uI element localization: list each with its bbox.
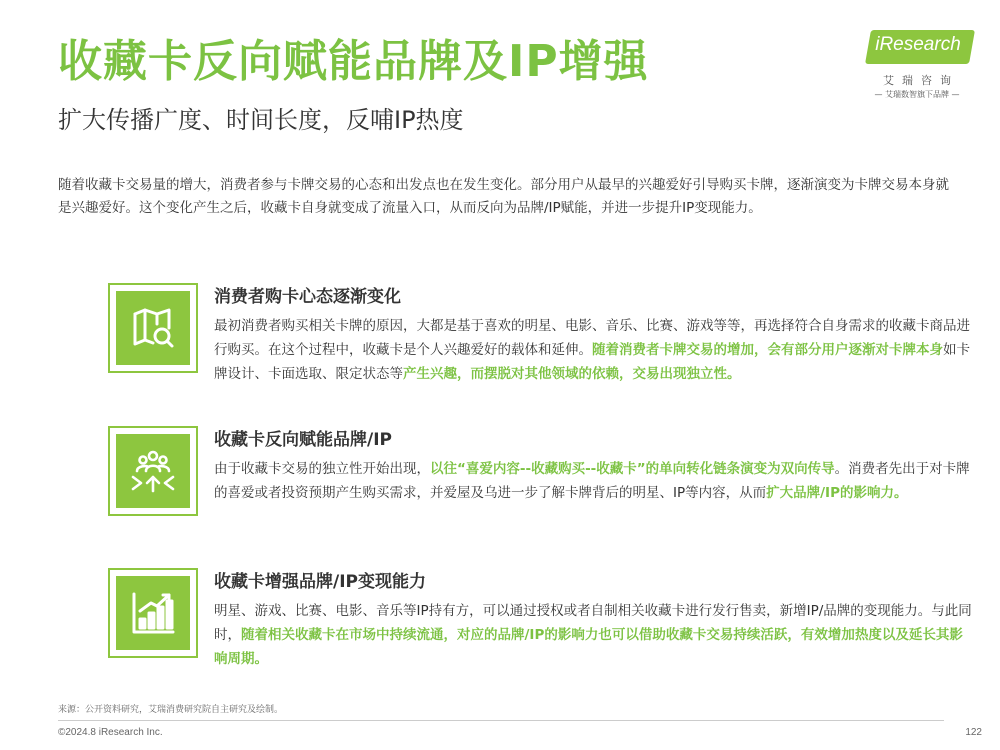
section-text xyxy=(214,599,974,671)
bar-chart-growth-icon xyxy=(116,576,190,650)
page-title: 收藏卡反向赋能品牌及IP增强 xyxy=(58,36,649,87)
text-run: 如卡牌设计、卡面选取、限定状态等 xyxy=(214,342,970,382)
section-icon-frame xyxy=(108,283,198,373)
text-run: 明星、游戏、比赛、电影、音乐等IP持有方，可以通过授权或者自制相关收藏卡进行发行售卖，新增IP/品牌的变现能力。与此同时， xyxy=(214,603,972,643)
logo-slogan: — 艾瑞数智旗下品牌 — xyxy=(874,90,960,99)
highlight-text: 产生兴趣，而摆脱对其他领域的依赖，交易出现独立性。 xyxy=(403,366,741,382)
iresearch-logo xyxy=(858,30,976,106)
text-run: 最初消费者购买相关卡牌的原因，大都是基于喜欢的明星、电影、音乐、比赛、游戏等等，再选择符合自身需求的收藏卡商品进行购买。在这个过程中，收藏卡是个人兴趣爱好的载体和延伸。 xyxy=(214,318,970,358)
section-title: 收藏卡反向赋能品牌/IP xyxy=(214,430,392,450)
text-run: 由于收藏卡交易的独立性开始出现， xyxy=(214,461,430,477)
logo-text: iResearch xyxy=(875,34,961,55)
section-text xyxy=(214,457,974,505)
page-subtitle: 扩大传播广度、时间长度，反哺IP热度 xyxy=(58,106,464,134)
section-title: 收藏卡增强品牌/IP变现能力 xyxy=(214,572,426,592)
source-note: 来源：公开资料研究，艾瑞消费研究院自主研究及绘制。 xyxy=(58,705,284,715)
section-icon-frame xyxy=(108,568,198,658)
page-number: 122 xyxy=(965,727,982,738)
highlight-text: 随着消费者卡牌交易的增加，会有部分用户逐渐对卡牌本身 xyxy=(592,342,943,358)
section-body xyxy=(214,570,974,671)
section-icon-frame xyxy=(108,426,198,516)
text-run: 。消费者先出于对卡牌的喜爱或者投资预期产生购买需求，并爱屋及乌进一步了解卡牌背后的明星、IP等内容，从而 xyxy=(214,461,970,501)
community-growth-icon xyxy=(116,434,190,508)
section-title: 消费者购卡心态逐渐变化 xyxy=(214,287,401,307)
highlight-text: 随着相关收藏卡在市场中持续流通，对应的品牌/IP的影响力也可以借助收藏卡交易持续活跃，有效增加热度以及延长其影响周期。 xyxy=(214,627,963,667)
highlight-text: 扩大品牌/IP的影响力。 xyxy=(766,485,908,501)
highlight-text: 以往“喜爱内容--收藏购买--收藏卡”的单向转化链条演变为双向传导 xyxy=(430,461,835,477)
intro-paragraph: 随着收藏卡交易量的增大，消费者参与卡牌交易的心态和出发点也在发生变化。部分用户从最早的兴趣爱好引导购买卡牌，逐渐演变为卡牌交易本身就是兴趣爱好。这个变化产生之后，收藏卡自身就变成了流量入口，从而反向为品牌/IP赋能，并进一步提升IP变现能力。 xyxy=(58,177,949,216)
footer-divider xyxy=(58,720,944,721)
map-search-icon xyxy=(116,291,190,365)
section-body xyxy=(214,428,974,505)
logo-cn-text: 艾瑞咨询 xyxy=(883,74,959,87)
copyright: ©2024.8 iResearch Inc. xyxy=(58,727,163,738)
section-body xyxy=(214,285,974,386)
section-text xyxy=(214,314,974,386)
